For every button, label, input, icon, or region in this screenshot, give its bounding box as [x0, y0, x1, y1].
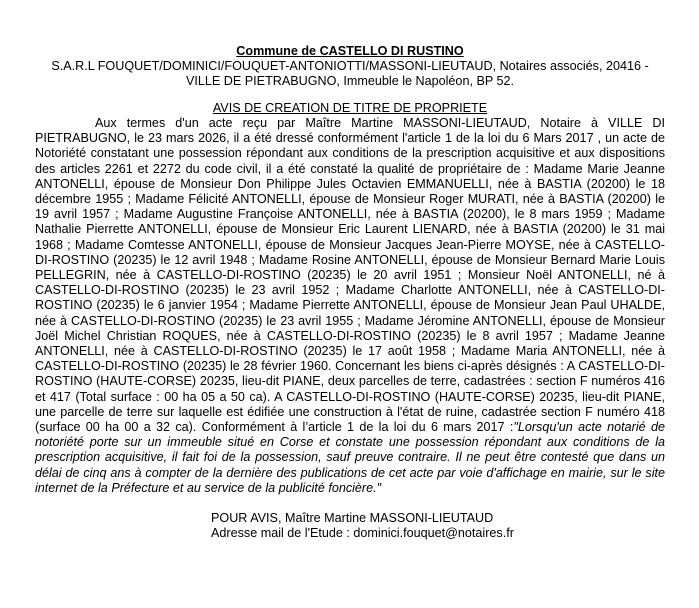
signature-line: POUR AVIS, Maître Martine MASSONI-LIEUTAUD [211, 511, 494, 526]
signature-block [211, 511, 665, 541]
notaires-header: S.A.R.L FOUQUET/DOMINICI/FOUQUET-ANTONIOTTI/MASSONI-LIEUTAUD, Notaires associés, 20416 - VILLE DE PIETRABUGNO, Immeuble le Napoléon, BP 52. [51, 59, 649, 88]
email-line: Adresse mail de l'Etude : dominici.fouquet@notaires.fr [211, 526, 514, 541]
legal-notice [35, 44, 665, 541]
notice-body-quote: "Lorsqu'un acte notarié de notoriété porte sur un immeuble situé en Corse et constate une possession répondant aux conditions de la prescription acquisitive, il fait foi de la possession, sauf preuve contraire. Il ne peut être contesté que dans un délai de cinq ans à compter de la dernière des publications de cet acte par voie d'affichage en mairie, sur le site internet de la Préfecture et au service de la publicité foncière." [35, 420, 665, 495]
commune-title: Commune de CASTELLO DI RUSTINO [236, 44, 464, 58]
avis-title: AVIS DE CREATION DE TITRE DE PROPRIETE [212, 101, 488, 115]
notice-body-main: Aux termes d'un acte reçu par Maître Martine MASSONI-LIEUTAUD, Notaire à VILLE DI PIETRABUGNO, le 23 mars 2026, il a été dressé conformément l'article 1 de la loi du 6 Mars 2017 , un acte de Notoriété constatant une possession répondant aux conditions de la prescription acquisitive et aux dispositions des articles 2261 et 2272 du code civil, il a été constaté la qualité de propriétaire de : Madame Marie Jeanne ANTONELLI, épouse de Monsieur Don Philippe Jules Octavien EMMANUELLI, née à BASTIA (20200) le 18 décembre 1955 ; Madame Félicité ANTONELLI, épouse de Monsieur Roger MURATI, née à BASTIA (20200) le 19 avril 1957 ; Madame Augustine Françoise ANTONELLI, née à BASTIA (20200), le 8 mars 1959 ; Madame Nathalie Pierrette ANTONELLI, épouse de Monsieur Eric Laurent LIENARD, née à BASTIA (20200) le 31 mai 1968 ; Madame Comtesse ANTONELLI, épouse de Monsieur Jacques Jean-Pierre MOYSE, née à CASTELLO-DI-ROSTINO (20235) le 12 avril 1948 ; Madame Rosine ANTONELLI, épouse de Monsieur Bernard Marie Louis PELLEGRIN, née à CASTELLO-DI-ROSTINO (20235) le 20 avril 1951 ; Monsieur Noël ANTONELLI, né à CASTELLO-DI-ROSTINO (20235) le 23 avril 1952 ; Madame Charlotte ANTONELLI, née à CASTELLO-DI-ROSTINO (20235) le 6 janvier 1954 ; Madame Pierrette ANTONELLI, épouse de Monsieur Jean Paul UHALDE, née à CASTELLO-DI-ROSTINO (20235) le 23 avril 1955 ; Madame Jéromine ANTONELLI, épouse de Monsieur Joël Michel Christian ROQUES, née à CASTELLO-DI-ROSTINO (20235) le 8 avril 1957 ; Madame Jeanne ANTONELLI, née à CASTELLO-DI-ROSTINO (20235) le 17 août 1958 ; Madame Maria ANTONELLI, née à CASTELLO-DI-ROSTINO (20235) le 28 février 1960. Concernant les biens ci-après désignés : A CASTELLO-DI-ROSTINO (HAUTE-CORSE) 20235, lieu-dit PIANE, deux parcelles de terre, cadastrées : section F numéros 416 et 417 (Total surface : 00 ha 05 a 50 ca). A CASTELLO-DI-ROSTINO (HAUTE-CORSE) 20235, lieu-dit PIANE, une parcelle de terre sur laquelle est édifiée une construction à l'état de ruine, cadastrée section F numéro 418 (surface 00 ha 00 a 32 ca). Conformément à l’article 1 de la loi du 6 mars 2017 : [35, 116, 665, 435]
notice-body [35, 116, 665, 496]
